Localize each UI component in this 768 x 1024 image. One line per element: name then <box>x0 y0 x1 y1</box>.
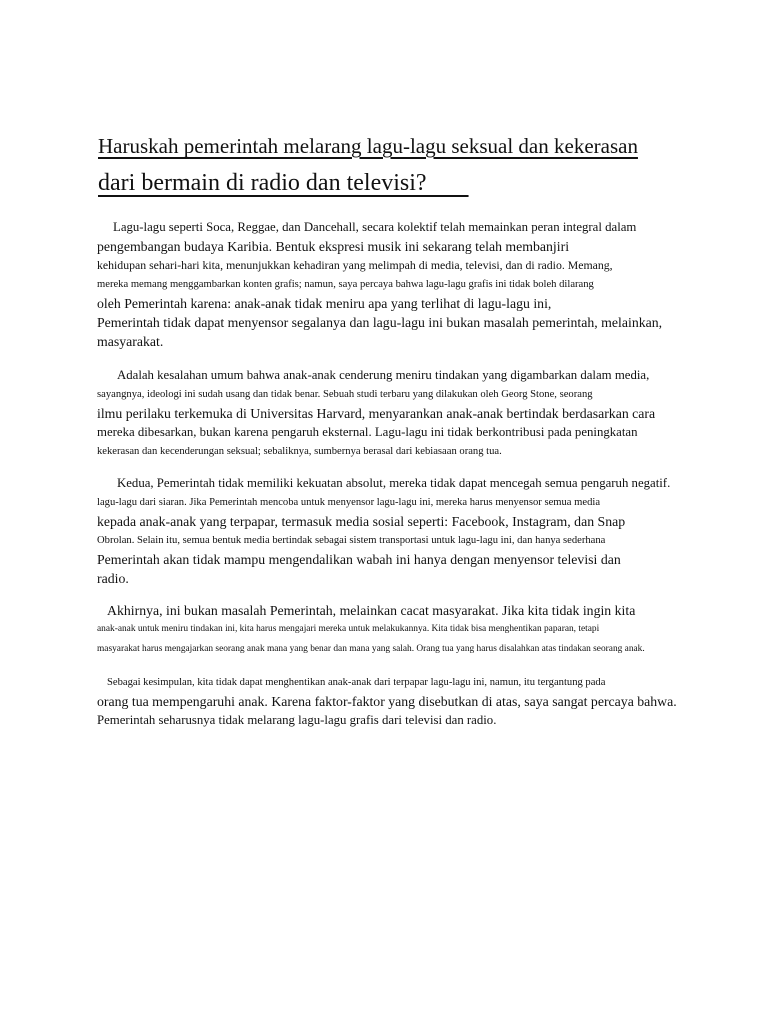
title-line-1: Haruskah pemerintah melarang lagu-lagu seksual dan kekerasan <box>98 134 638 158</box>
paragraph-line: Adalah kesalahan umum bahwa anak-anak cenderung meniru tindakan yang digambarkan dalam media, <box>117 368 650 382</box>
paragraph-line: ilmu perilaku terkemuka di Universitas Harvard, menyarankan anak-anak bertindak berdasarkan cara <box>97 406 656 421</box>
paragraph-line: mereka memang menggambarkan konten grafis; namun, saya percaya bahwa lagu-lagu grafis ini tidak boleh dilarang <box>97 279 594 290</box>
paragraph-line: masyarakat harus mengajarkan seorang anak mana yang benar dan mana yang salah. Orang tua yang harus disalahkan atas tindakan seorang anak. <box>97 644 645 654</box>
paragraph-line: radio. <box>97 571 129 586</box>
paragraph-line: orang tua mempengaruhi anak. Karena faktor-faktor yang disebutkan di atas, saya sangat percaya bahwa. <box>97 694 677 709</box>
document-title <box>98 124 718 198</box>
paragraph-1 <box>97 218 725 351</box>
paragraph-line: sayangnya, ideologi ini sudah usang dan tidak benar. Sebuah studi terbaru yang dilakukan oleh Georg Stone, seorang <box>97 389 593 400</box>
paragraph-line: Pemerintah tidak dapat menyensor segalanya dan lagu-lagu ini bukan masalah pemerintah, melainkan, <box>97 315 663 330</box>
paragraph-line: kekerasan dan kecenderungan seksual; sebaliknya, sumbernya berasal dari kebiasaan orang tua. <box>97 446 502 457</box>
paragraph-line: kepada anak-anak yang terpapar, termasuk media sosial seperti: Facebook, Instagram, dan Snap <box>97 514 626 529</box>
paragraph-3 <box>97 474 725 588</box>
paragraph-line: pengembangan budaya Karibia. Bentuk ekspresi musik ini sekarang telah membanjiri <box>97 239 570 254</box>
paragraph-line: oleh Pemerintah karena: anak-anak tidak meniru apa yang terlihat di lagu-lagu ini, <box>97 296 552 311</box>
paragraph-line: masyarakat. <box>97 334 164 349</box>
paragraph-line: Sebagai kesimpulan, kita tidak dapat menghentikan anak-anak dari terpapar lagu-lagu ini, namun, itu tergantung pada <box>107 677 606 688</box>
paragraph-line: Pemerintah seharusnya tidak melarang lagu-lagu grafis dari televisi dan radio. <box>97 713 497 727</box>
paragraph-line: lagu-lagu dari siaran. Jika Pemerintah mencoba untuk menyensor lagu-lagu ini, mereka harus menyensor semua media <box>97 497 601 508</box>
paragraph-line: Obrolan. Selain itu, semua bentuk media bertindak sebagai sistem transportasi untuk lagu-lagu ini, dan hanya sederhana <box>97 535 606 546</box>
paragraph-5 <box>97 673 725 730</box>
paragraph-line: Pemerintah akan tidak mampu mengendalikan wabah ini hanya dengan menyensor televisi dan <box>97 552 621 567</box>
title-line-2: dari bermain di radio dan televisi? <box>98 170 469 196</box>
paragraph-line: Kedua, Pemerintah tidak memiliki kekuatan absolut, mereka tidak dapat mencegah semua pengaruh negatif. <box>117 476 671 490</box>
paragraph-line: anak-anak untuk meniru tindakan ini, kita harus mengajari mereka untuk melakukannya. Kita tidak bisa menghentikan paparan, tetapi <box>97 624 600 634</box>
paragraph-line: Lagu-lagu seperti Soca, Reggae, dan Dancehall, secara kolektif telah memainkan peran integral dalam <box>113 220 637 234</box>
paragraph-2 <box>97 366 725 461</box>
paragraph-line: Akhirnya, ini bukan masalah Pemerintah, melainkan cacat masyarakat. Jika kita tidak ingin kita <box>107 603 636 618</box>
paragraph-4 <box>97 601 725 660</box>
paragraph-line: mereka dibesarkan, bukan karena pengaruh eksternal. Lagu-lagu ini tidak berkontribusi pada peningkatan <box>97 425 638 439</box>
paragraph-line: kehidupan sehari-hari kita, menunjukkan kehadiran yang melimpah di media, televisi, dan di radio. Memang, <box>97 258 613 272</box>
